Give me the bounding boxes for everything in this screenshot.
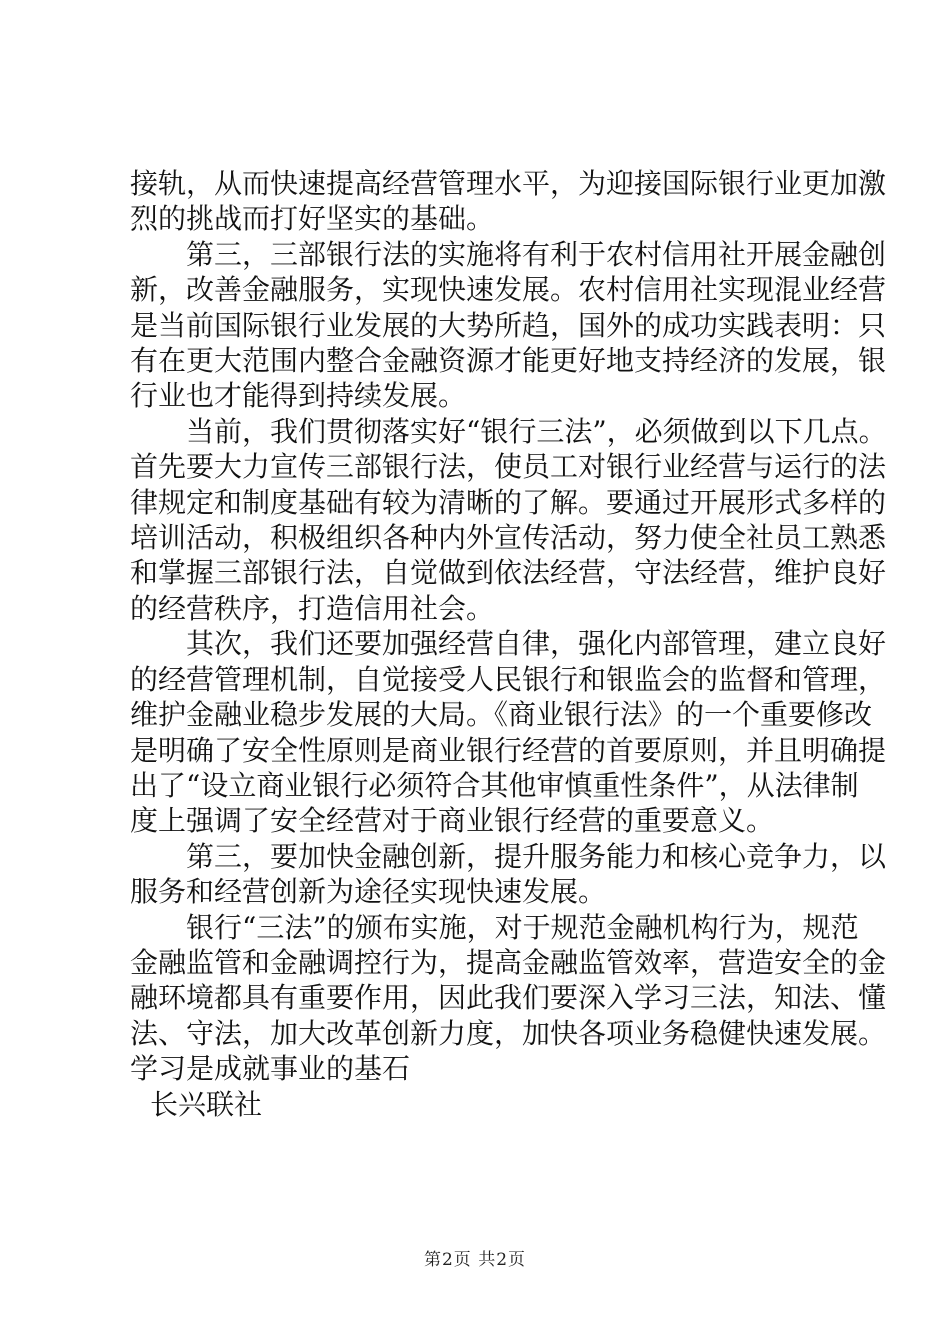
text-line: 度上强调了安全经营对于商业银行经营的重要意义。 [130,804,775,838]
page-footer [0,1245,950,1270]
text-line: 金融监管和金融调控行为，提高金融监管效率，营造安全的金 [130,945,887,979]
text-line: 培训活动，积极组织各种内外宣传活动，努力使全社员工熟悉 [130,521,887,555]
page-number: 第2页 共2页 [423,1250,527,1270]
text-line: 有在更大范围内整合金融资源才能更好地支持经济的发展，银 [130,344,887,378]
text-line: 行业也才能得到持续发展。 [130,379,467,413]
text-line: 融环境都具有重要作用，因此我们要深入学习三法，知法、懂 [130,981,887,1015]
text-line: 的经营管理机制，自觉接受人民银行和银监会的监督和管理， [130,662,887,696]
text-line: 维护金融业稳步发展的大局。《商业银行法》的一个重要修改 [130,698,873,732]
document-body [130,166,887,1122]
text-line: 律规定和制度基础有较为清晰的了解。要通过开展形式多样的 [130,485,887,519]
text-line: 是当前国际银行业发展的大势所趋，国外的成功实践表明：只 [130,308,887,342]
text-line: 烈的挑战而打好坚实的基础。 [130,202,495,236]
text-line: 首先要大力宣传三部银行法，使员工对银行业经营与运行的法 [130,450,887,484]
signature: 长兴联社 [150,1087,263,1121]
text-line: 银行“三法”的颁布实施，对于规范金融机构行为，规范 [186,910,859,944]
text-line: 是明确了安全性原则是商业银行经营的首要原则，并且明确提 [130,733,887,767]
text-line: 新，改善金融服务，实现快速发展。农村信用社实现混业经营 [130,273,887,307]
text-line: 出了“设立商业银行必须符合其他审慎重性条件”，从法律制 [130,768,859,802]
text-line: 学习是成就事业的基石 [130,1052,411,1086]
text-line: 法、守法，加大改革创新力度，加快各项业务稳健快速发展。 [130,1016,887,1050]
text-line: 和掌握三部银行法，自觉做到依法经营，守法经营，维护良好 [130,556,887,590]
text-line: 服务和经营创新为途径实现快速发展。 [130,875,607,909]
text-line: 接轨，从而快速提高经营管理水平，为迎接国际银行业更加激 [130,167,887,200]
text-line: 第三，要加快金融创新，提升服务能力和核心竞争力，以 [186,839,887,873]
text-line: 其次，我们还要加强经营自律，强化内部管理，建立良好 [186,627,887,661]
text-line: 第三，三部银行法的实施将有利于农村信用社开展金融创 [186,237,887,271]
text-line: 当前，我们贯彻落实好“银行三法”，必须做到以下几点。 [186,414,887,448]
text-line: 的经营秩序，打造信用社会。 [130,591,495,625]
